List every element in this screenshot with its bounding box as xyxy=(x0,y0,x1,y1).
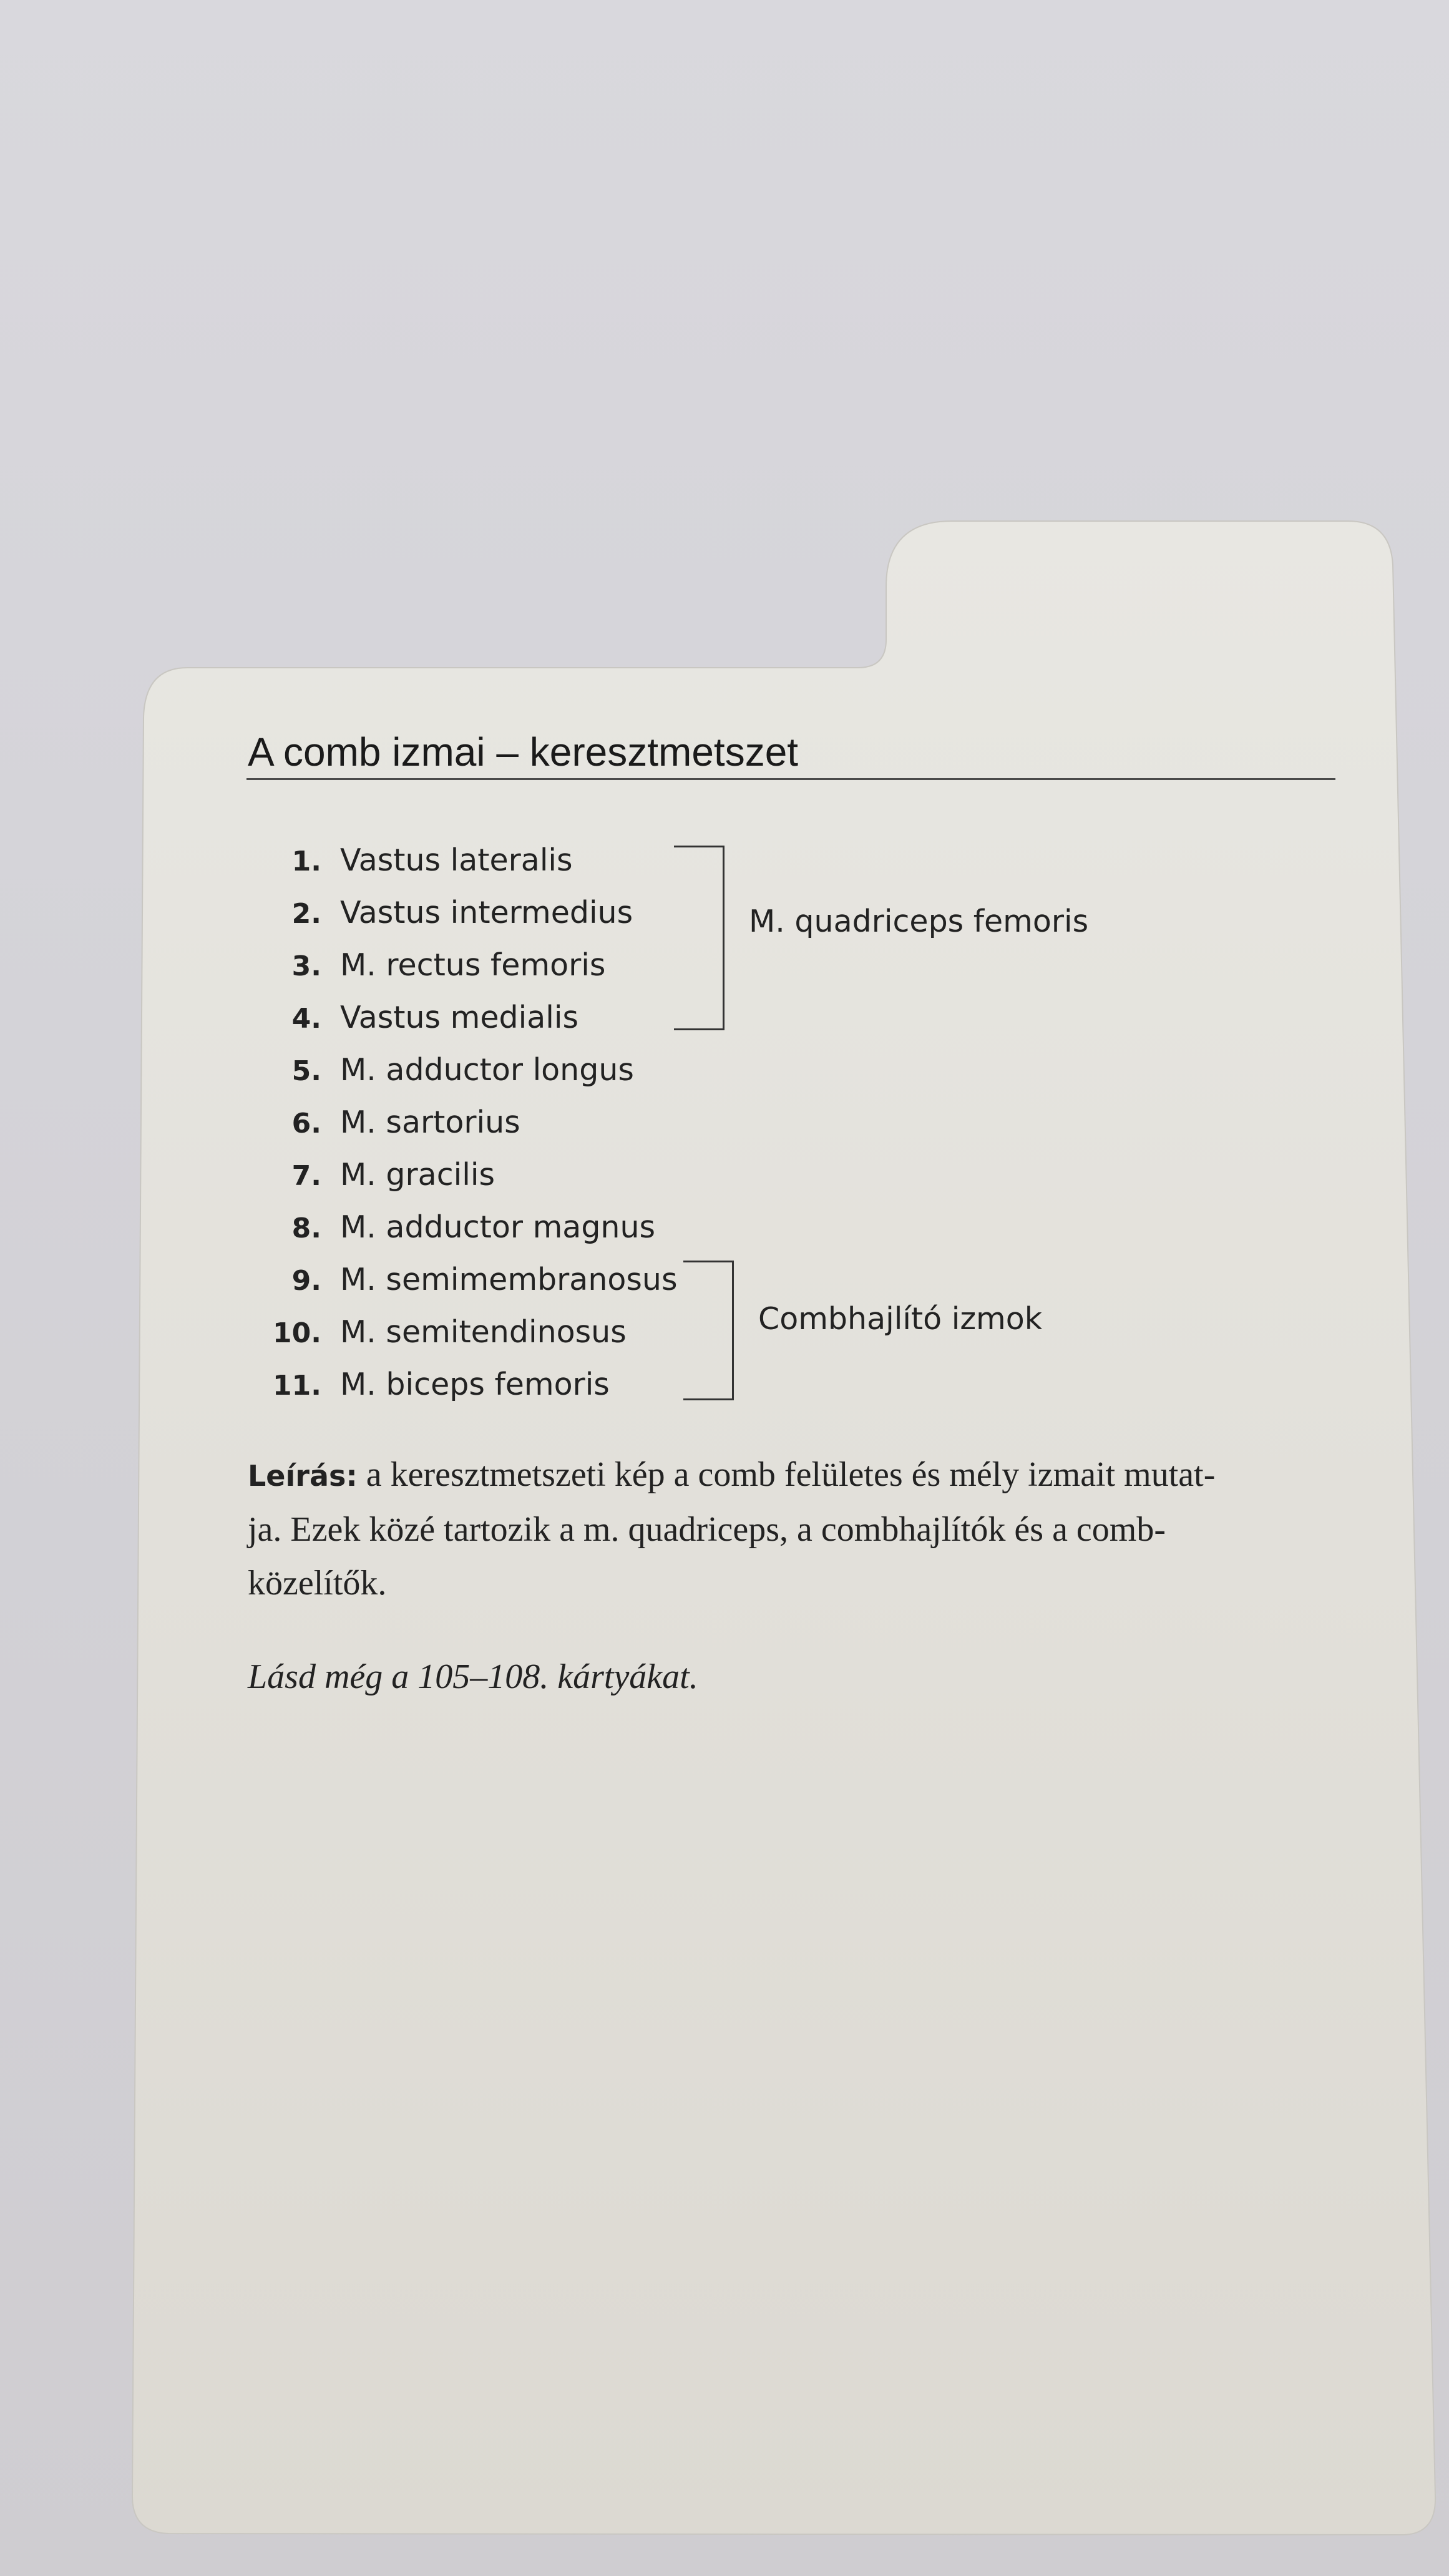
item-number: 6. xyxy=(291,1108,321,1139)
item-label: Vastus intermedius xyxy=(340,895,633,930)
hamstrings-group-label: Combhajlító izmok xyxy=(758,1301,1043,1337)
item-number: 3. xyxy=(291,950,321,982)
quadriceps-bracket xyxy=(674,846,724,1030)
item-label: Vastus medialis xyxy=(340,1000,579,1035)
item-number: 10. xyxy=(273,1317,321,1349)
item-label: M. rectus femoris xyxy=(340,947,606,983)
description-line-1 xyxy=(248,1448,1371,1503)
item-label: M. semimembranosus xyxy=(340,1262,678,1297)
item-number: 1. xyxy=(291,846,321,877)
description-label: Leírás: xyxy=(248,1459,358,1493)
item-label: M. adductor longus xyxy=(340,1052,634,1088)
description-paragraph xyxy=(248,1448,1371,1610)
item-number: 8. xyxy=(291,1212,321,1244)
item-number: 4. xyxy=(291,1003,321,1035)
list-item xyxy=(246,1209,808,1253)
quadriceps-group-label: M. quadriceps femoris xyxy=(749,904,1089,939)
card-title: A comb izmai – keresztmetszet xyxy=(248,729,799,774)
item-label: Vastus lateralis xyxy=(340,842,573,878)
item-number: 7. xyxy=(291,1160,321,1192)
title-divider xyxy=(246,778,1335,780)
item-label: M. biceps femoris xyxy=(340,1367,610,1402)
item-label: M. semitendinosus xyxy=(340,1314,627,1350)
hamstrings-bracket xyxy=(683,1261,734,1400)
list-item xyxy=(246,1105,808,1148)
item-number: 2. xyxy=(291,898,321,930)
description-line-3: közelítők. xyxy=(248,1564,387,1603)
list-item xyxy=(246,1052,808,1096)
item-number: 9. xyxy=(291,1265,321,1297)
item-label: M. adductor magnus xyxy=(340,1209,656,1245)
list-item xyxy=(246,1157,808,1201)
description-line-2: ja. Ezek közé tartozik a m. quadriceps, a combhajlítók és a comb- xyxy=(248,1510,1166,1549)
description-text-1: a keresztmetszeti kép a comb felületes és mély izmait mutat- xyxy=(366,1455,1216,1494)
see-also-note: Lásd még a 105–108. kártyákat. xyxy=(248,1657,698,1696)
item-label: M. gracilis xyxy=(340,1157,495,1193)
item-number: 11. xyxy=(273,1370,321,1402)
item-number: 5. xyxy=(291,1055,321,1087)
item-label: M. sartorius xyxy=(340,1105,520,1140)
